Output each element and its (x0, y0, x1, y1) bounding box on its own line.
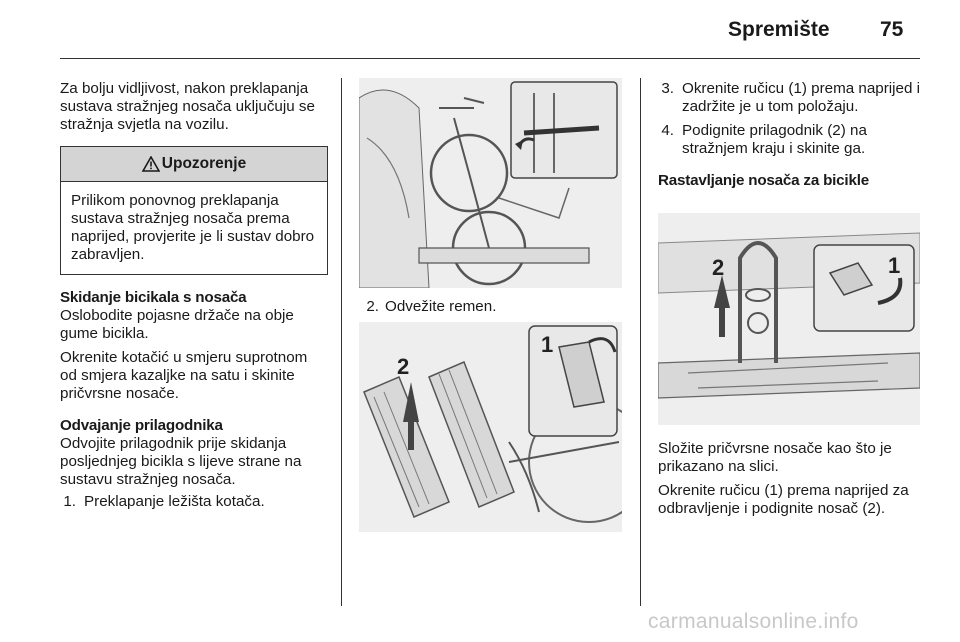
section-heading-remove-bikes: Skidanje bicikala s nosača (60, 289, 247, 306)
page-title: Spremište (728, 18, 830, 41)
figure-label-1: 1 (541, 332, 554, 357)
section-heading-dismantle: Rastavljanje nosača za bicikle (658, 172, 869, 189)
step-4-text: Podignite prilagodnik (2) na stražnjem kraju i skinite ga. (682, 122, 867, 157)
page-number: 75 (880, 18, 904, 41)
column-divider-1 (341, 78, 342, 606)
step-4-number: 4. (661, 122, 674, 139)
intro-paragraph: Za bolju vidljivost, nakon preklapanja sustava stražnjeg nosača uključuju se stražnja svjetla na vozilu. (60, 80, 315, 133)
step-3-number: 3. (661, 80, 674, 97)
column-3 (658, 80, 922, 196)
figure-bike-rack-rear (359, 78, 622, 288)
figure3-label-1: 1 (888, 253, 901, 278)
column-2-text (359, 298, 622, 324)
step-1-text: Preklapanje ležišta kotača. (84, 493, 265, 510)
warning-header (61, 147, 327, 182)
step-1 (52, 493, 328, 511)
figure3-label-2: 2 (712, 255, 725, 280)
warning-title: Upozorenje (161, 155, 247, 172)
dismantle-p1: Složite pričvrsne nosače kao što je prikazano na slici. (658, 440, 892, 475)
column-1 (60, 80, 328, 519)
section-heading-adapter: Odvajanje prilagodnika (60, 417, 223, 434)
warning-text: Prilikom ponovnog preklapanja sustava stražnjeg nosača prema naprijed, provjerite je li sustav dobro zabravljen. (71, 192, 315, 263)
column-3-lower (658, 440, 922, 524)
dismantle-p2: Okrenite ručicu (1) prema naprijed za odbravljenje i podignite nosač (2). (658, 482, 909, 517)
step-2 (359, 298, 622, 316)
adapter-p1: Odvojite prilagodnik prije skidanja posljednjeg bicikla s lijeve strane na sustavu stražnjeg nosača. (60, 435, 302, 488)
step-3 (650, 80, 922, 116)
step-1-number: 1. (63, 493, 76, 510)
figure-strap-release (359, 322, 622, 532)
remove-bikes-p2: Okrenite kotačić u smjeru suprotnom od smjera kazaljke na satu i skinite pričvrsne nosače. (60, 349, 308, 402)
step-4 (650, 122, 922, 158)
watermark: carmanualsonline.info (648, 610, 859, 633)
figure-label-2: 2 (397, 354, 410, 379)
step-2-text: Odvežite remen. (385, 298, 497, 315)
step-2-number: 2. (366, 298, 379, 315)
remove-bikes-p1: Oslobodite pojasne držače na obje gume bicikla. (60, 307, 294, 342)
warning-box (60, 146, 328, 275)
warning-triangle-icon (142, 156, 160, 172)
step-3-text: Okrenite ručicu (1) prema naprijed i zadržite je u tom položaju. (682, 80, 921, 115)
column-divider-2 (640, 78, 641, 606)
figure-dismantle-carrier (658, 213, 920, 425)
header-rule (60, 58, 920, 59)
